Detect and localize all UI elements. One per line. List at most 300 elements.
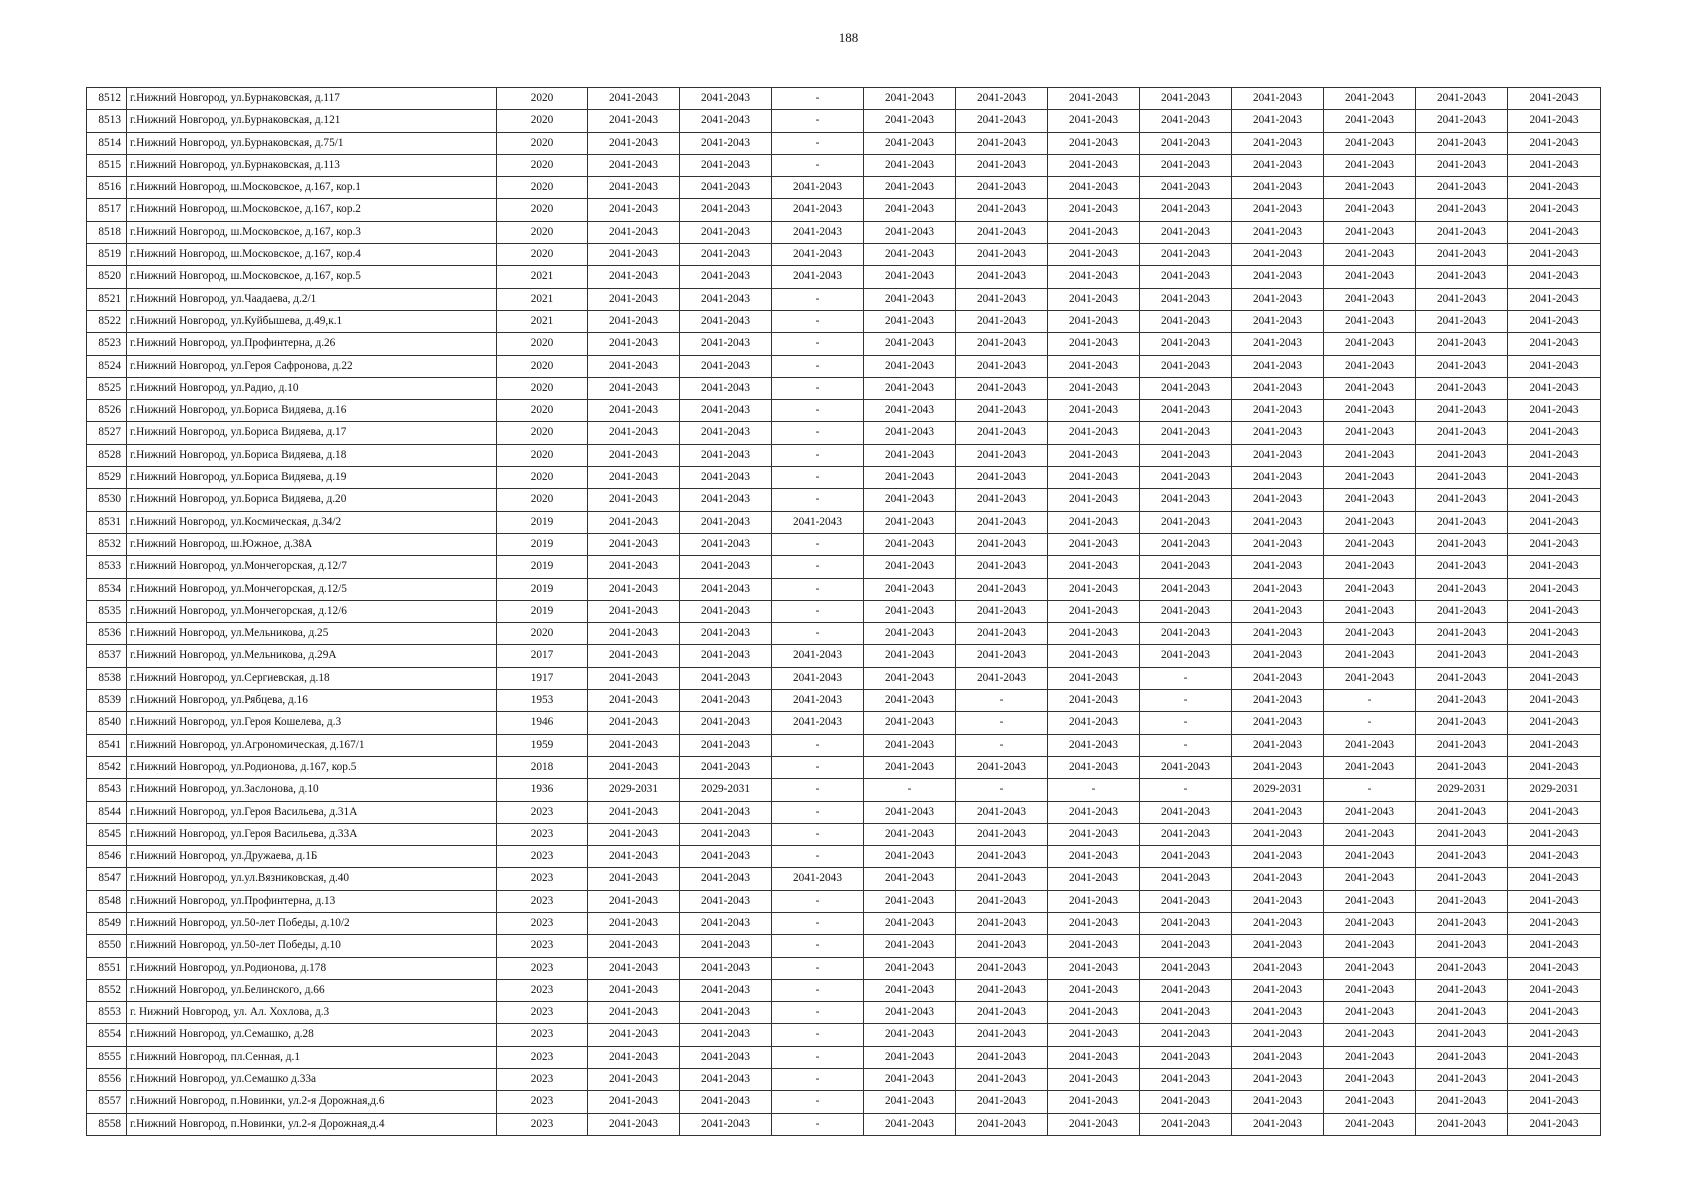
period-cell: - [1324,690,1416,712]
period-cell: 2041-2043 [1508,801,1601,823]
period-cell: 2041-2043 [1508,422,1601,444]
row-number-cell: 8558 [87,1113,127,1135]
period-cell: 2041-2043 [956,533,1048,555]
period-cell: 2041-2043 [1048,912,1140,934]
period-cell: 2041-2043 [680,935,772,957]
period-cell: 2041-2043 [772,511,864,533]
period-cell: 2041-2043 [1140,979,1232,1001]
table-row [87,779,1601,801]
period-cell: 2041-2043 [680,444,772,466]
period-cell: 2041-2043 [1140,801,1232,823]
address-cell: г.Нижний Новгород, ул.Бурнаковская, д.117 [127,88,497,110]
period-cell: 2041-2043 [588,957,680,979]
period-cell: 2041-2043 [1140,823,1232,845]
period-cell: 2041-2043 [1232,177,1324,199]
period-cell: 2041-2043 [864,623,956,645]
row-number-cell: 8553 [87,1002,127,1024]
period-cell: 2041-2043 [1048,266,1140,288]
period-cell: 2041-2043 [1508,578,1601,600]
period-cell: 2041-2043 [1232,1113,1324,1135]
period-cell: 2041-2043 [864,979,956,1001]
period-cell: 2041-2043 [1324,400,1416,422]
period-cell: 2041-2043 [956,1091,1048,1113]
address-cell: г.Нижний Новгород, п.Новинки, ул.2-я Дорожная,д.4 [127,1113,497,1135]
period-cell: 2041-2043 [680,1091,772,1113]
row-number-cell: 8548 [87,890,127,912]
period-cell: 2041-2043 [1232,467,1324,489]
period-cell: 2041-2043 [1140,935,1232,957]
table-row [87,935,1601,957]
row-number-cell: 8517 [87,199,127,221]
period-cell: 2041-2043 [1232,110,1324,132]
period-cell: 2041-2043 [864,88,956,110]
period-cell: 2041-2043 [588,511,680,533]
period-cell: 2041-2043 [1508,132,1601,154]
address-cell: г.Нижний Новгород, ул.50-лет Победы, д.10/2 [127,912,497,934]
year-cell: 2023 [497,957,588,979]
period-cell: - [772,1024,864,1046]
period-cell: 2041-2043 [1324,88,1416,110]
period-cell: 2041-2043 [1048,154,1140,176]
period-cell: 2041-2043 [588,1046,680,1068]
period-cell: - [1324,712,1416,734]
period-cell: 2041-2043 [1140,756,1232,778]
period-cell: - [772,623,864,645]
period-cell: 2041-2043 [1416,823,1508,845]
row-number-cell: 8536 [87,623,127,645]
year-cell: 1936 [497,779,588,801]
period-cell: 2041-2043 [680,199,772,221]
period-cell: 2041-2043 [956,890,1048,912]
period-cell: 2041-2043 [680,1002,772,1024]
period-cell: 2041-2043 [1048,935,1140,957]
period-cell: 2041-2043 [1324,1046,1416,1068]
address-cell: г.Нижний Новгород, п.Новинки, ул.2-я Дорожная,д.6 [127,1091,497,1113]
period-cell: 2041-2043 [1048,979,1140,1001]
address-cell: г.Нижний Новгород, ш.Московское, д.167, кор.4 [127,244,497,266]
period-cell: - [772,355,864,377]
period-cell: 2041-2043 [680,846,772,868]
period-cell: 2041-2043 [1508,1046,1601,1068]
table-row [87,690,1601,712]
period-cell: 2041-2043 [680,355,772,377]
row-number-cell: 8554 [87,1024,127,1046]
period-cell: 2041-2043 [1232,645,1324,667]
period-cell: 2041-2043 [1232,734,1324,756]
period-cell: 2041-2043 [1324,823,1416,845]
period-cell: - [772,154,864,176]
period-cell: 2041-2043 [1508,221,1601,243]
period-cell: 2041-2043 [1416,244,1508,266]
period-cell: 2041-2043 [588,489,680,511]
period-cell: 2041-2043 [1508,1091,1601,1113]
period-cell: 2041-2043 [772,177,864,199]
period-cell: 2041-2043 [1232,310,1324,332]
year-cell: 2023 [497,801,588,823]
period-cell: 2041-2043 [1324,199,1416,221]
period-cell: 2041-2043 [1140,110,1232,132]
period-cell: 2041-2043 [864,935,956,957]
period-cell: 2041-2043 [1140,400,1232,422]
period-cell: 2041-2043 [1324,266,1416,288]
address-cell: г.Нижний Новгород, ул.Профинтерна, д.26 [127,333,497,355]
period-cell: 2029-2031 [1508,779,1601,801]
period-cell: 2041-2043 [588,912,680,934]
period-cell: 2041-2043 [680,1069,772,1091]
period-cell: 2041-2043 [1232,979,1324,1001]
period-cell: 2041-2043 [1324,756,1416,778]
table-row [87,578,1601,600]
address-cell: г.Нижний Новгород, ул.Заслонова, д.10 [127,779,497,801]
period-cell: 2041-2043 [1140,1024,1232,1046]
period-cell: 2041-2043 [956,199,1048,221]
table-row [87,511,1601,533]
period-cell: 2041-2043 [864,890,956,912]
period-cell: 2041-2043 [1416,935,1508,957]
period-cell: 2041-2043 [1324,1113,1416,1135]
period-cell: 2041-2043 [1140,511,1232,533]
period-cell: 2041-2043 [1508,177,1601,199]
period-cell: - [772,600,864,622]
address-cell: г.Нижний Новгород, ул.Бориса Видяева, д.16 [127,400,497,422]
row-number-cell: 8535 [87,600,127,622]
period-cell: - [772,489,864,511]
period-cell: 2041-2043 [1416,756,1508,778]
period-cell: - [772,823,864,845]
period-cell: 2041-2043 [680,533,772,555]
period-cell: 2041-2043 [1048,734,1140,756]
period-cell: 2041-2043 [864,444,956,466]
period-cell: 2041-2043 [588,1002,680,1024]
period-cell: 2041-2043 [956,422,1048,444]
period-cell: 2041-2043 [1324,110,1416,132]
period-cell: 2041-2043 [1140,846,1232,868]
period-cell: 2041-2043 [864,467,956,489]
period-cell: 2041-2043 [1324,1069,1416,1091]
table-row [87,1002,1601,1024]
period-cell: 2041-2043 [1324,177,1416,199]
row-number-cell: 8516 [87,177,127,199]
period-cell: 2041-2043 [1232,846,1324,868]
period-cell: 2041-2043 [588,244,680,266]
period-cell: 2041-2043 [1324,355,1416,377]
period-cell: 2041-2043 [1140,266,1232,288]
period-cell: 2041-2043 [956,756,1048,778]
row-number-cell: 8555 [87,1046,127,1068]
period-cell: 2041-2043 [1140,177,1232,199]
period-cell: 2041-2043 [1232,1069,1324,1091]
table-row [87,422,1601,444]
period-cell: 2041-2043 [1232,422,1324,444]
period-cell: 2041-2043 [1508,88,1601,110]
period-cell: 2041-2043 [1508,288,1601,310]
address-cell: г.Нижний Новгород, ул.Бориса Видяева, д.17 [127,422,497,444]
period-cell: 2041-2043 [1508,957,1601,979]
period-cell: - [772,1002,864,1024]
period-cell: 2041-2043 [956,667,1048,689]
period-cell: - [772,912,864,934]
period-cell: 2041-2043 [680,266,772,288]
period-cell: 2041-2043 [1232,890,1324,912]
period-cell: 2041-2043 [1232,355,1324,377]
period-cell: 2041-2043 [956,979,1048,1001]
table-row [87,667,1601,689]
period-cell: 2041-2043 [1048,600,1140,622]
period-cell: 2041-2043 [680,288,772,310]
table-row [87,377,1601,399]
address-cell: г.Нижний Новгород, ул.Героя Кошелева, д.3 [127,712,497,734]
period-cell: 2041-2043 [1324,890,1416,912]
period-cell: 2041-2043 [588,690,680,712]
period-cell: 2041-2043 [1048,957,1140,979]
period-cell: 2041-2043 [588,266,680,288]
period-cell: 2041-2043 [1416,333,1508,355]
period-cell: 2041-2043 [864,377,956,399]
year-cell: 2021 [497,266,588,288]
row-number-cell: 8515 [87,154,127,176]
period-cell: 2041-2043 [1048,244,1140,266]
address-cell: г.Нижний Новгород, ул.Мельникова, д.29А [127,645,497,667]
period-cell: 2041-2043 [1048,1091,1140,1113]
table-row [87,199,1601,221]
table-row [87,979,1601,1001]
period-cell: 2041-2043 [588,221,680,243]
period-cell: 2041-2043 [1324,600,1416,622]
period-cell: 2041-2043 [1048,310,1140,332]
period-cell: 2041-2043 [956,912,1048,934]
period-cell: 2041-2043 [1232,1024,1324,1046]
period-cell: 2029-2031 [588,779,680,801]
period-cell: 2041-2043 [956,1002,1048,1024]
period-cell: 2041-2043 [1416,734,1508,756]
year-cell: 2020 [497,467,588,489]
period-cell: 2041-2043 [772,645,864,667]
row-number-cell: 8541 [87,734,127,756]
period-cell: 2041-2043 [1508,533,1601,555]
period-cell: 2041-2043 [1508,355,1601,377]
period-cell: 2041-2043 [1508,244,1601,266]
period-cell: 2041-2043 [1508,333,1601,355]
period-cell: 2041-2043 [772,199,864,221]
period-cell: 2029-2031 [1232,779,1324,801]
period-cell: 2041-2043 [588,199,680,221]
year-cell: 2023 [497,846,588,868]
row-number-cell: 8524 [87,355,127,377]
period-cell: 2041-2043 [864,310,956,332]
period-cell: 2041-2043 [1416,177,1508,199]
period-cell: - [772,444,864,466]
period-cell: - [1140,734,1232,756]
period-cell: - [772,422,864,444]
period-cell: 2041-2043 [1508,912,1601,934]
period-cell: 2041-2043 [1232,935,1324,957]
address-cell: г.Нижний Новгород, ш.Московское, д.167, кор.1 [127,177,497,199]
period-cell: 2041-2043 [1140,1091,1232,1113]
period-cell: 2041-2043 [864,333,956,355]
period-cell: 2041-2043 [956,355,1048,377]
period-cell: 2041-2043 [588,1069,680,1091]
period-cell: 2041-2043 [1324,935,1416,957]
period-cell: 2041-2043 [1324,154,1416,176]
table-row [87,1113,1601,1135]
period-cell: 2041-2043 [1324,868,1416,890]
period-cell: 2041-2043 [956,1024,1048,1046]
row-number-cell: 8545 [87,823,127,845]
period-cell: 2041-2043 [1140,221,1232,243]
row-number-cell: 8549 [87,912,127,934]
period-cell: 2041-2043 [1140,288,1232,310]
period-cell: 2041-2043 [956,600,1048,622]
period-cell: 2041-2043 [680,667,772,689]
period-cell: 2041-2043 [1232,823,1324,845]
table-row [87,734,1601,756]
period-cell: 2041-2043 [588,823,680,845]
period-cell: 2041-2043 [1140,422,1232,444]
period-cell: 2041-2043 [956,333,1048,355]
period-cell: 2041-2043 [1232,1091,1324,1113]
period-cell: 2041-2043 [1416,266,1508,288]
period-cell: 2041-2043 [588,310,680,332]
table-row [87,400,1601,422]
row-number-cell: 8521 [87,288,127,310]
period-cell: 2041-2043 [1140,1002,1232,1024]
period-cell: 2041-2043 [1508,556,1601,578]
period-cell: 2041-2043 [956,823,1048,845]
period-cell: 2041-2043 [864,199,956,221]
period-cell: - [1140,690,1232,712]
row-number-cell: 8533 [87,556,127,578]
period-cell: 2041-2043 [1232,1002,1324,1024]
period-cell: 2041-2043 [588,935,680,957]
period-cell: 2041-2043 [680,154,772,176]
address-cell: г.Нижний Новгород, ул.Родионова, д.167, кор.5 [127,756,497,778]
address-cell: г.Нижний Новгород, ул.Чаадаева, д.2/1 [127,288,497,310]
period-cell: - [956,779,1048,801]
period-cell: - [772,846,864,868]
period-cell: 2041-2043 [1232,600,1324,622]
period-cell: 2041-2043 [956,467,1048,489]
address-cell: г.Нижний Новгород, ул.Бурнаковская, д.113 [127,154,497,176]
period-cell: 2041-2043 [680,712,772,734]
period-cell: 2041-2043 [1048,1002,1140,1024]
period-cell: 2041-2043 [1416,132,1508,154]
period-cell: 2041-2043 [1048,467,1140,489]
year-cell: 2020 [497,110,588,132]
year-cell: 2023 [497,1069,588,1091]
period-cell: 2041-2043 [1324,1024,1416,1046]
period-cell: 2041-2043 [1324,979,1416,1001]
table-row [87,846,1601,868]
row-number-cell: 8540 [87,712,127,734]
period-cell: 2041-2043 [1508,846,1601,868]
address-cell: г.Нижний Новгород, ул.Семашко, д.28 [127,1024,497,1046]
table-row [87,266,1601,288]
period-cell: 2029-2031 [1416,779,1508,801]
period-cell: 2041-2043 [680,690,772,712]
year-cell: 2023 [497,890,588,912]
period-cell: 2041-2043 [1048,444,1140,466]
period-cell: 2041-2043 [1048,132,1140,154]
year-cell: 2020 [497,422,588,444]
period-cell: 2041-2043 [1324,957,1416,979]
address-cell: г.Нижний Новгород, ул.Бориса Видяева, д.18 [127,444,497,466]
period-cell: 2041-2043 [1416,690,1508,712]
period-cell: 2041-2043 [1416,467,1508,489]
period-cell: 2041-2043 [1324,333,1416,355]
address-cell: г.Нижний Новгород, пл.Сенная, д.1 [127,1046,497,1068]
period-cell: 2041-2043 [1048,690,1140,712]
period-cell: 2041-2043 [864,957,956,979]
period-cell: 2041-2043 [588,645,680,667]
page-number: 188 [838,30,859,45]
period-cell: 2041-2043 [588,333,680,355]
year-cell: 2019 [497,511,588,533]
row-number-cell: 8556 [87,1069,127,1091]
address-cell: г.Нижний Новгород, ул.Родионова, д.178 [127,957,497,979]
period-cell: 2041-2043 [680,110,772,132]
period-cell: 2041-2043 [1140,467,1232,489]
table-row [87,801,1601,823]
table-row [87,288,1601,310]
period-cell: 2041-2043 [1232,489,1324,511]
period-cell: - [772,779,864,801]
period-cell: 2041-2043 [1140,333,1232,355]
table-row [87,645,1601,667]
period-cell: 2041-2043 [1324,578,1416,600]
period-cell: 2041-2043 [1048,1024,1140,1046]
period-cell: - [772,1069,864,1091]
period-cell: 2041-2043 [1048,890,1140,912]
table-row [87,600,1601,622]
period-cell: 2041-2043 [680,756,772,778]
period-cell: 2041-2043 [588,422,680,444]
period-cell: - [772,756,864,778]
period-cell: 2041-2043 [588,667,680,689]
period-cell: 2041-2043 [1232,132,1324,154]
period-cell: 2041-2043 [588,154,680,176]
period-cell: 2041-2043 [1508,890,1601,912]
address-cell: г.Нижний Новгород, ул.Рябцева, д.16 [127,690,497,712]
period-cell: 2041-2043 [1232,221,1324,243]
period-cell: 2041-2043 [1232,288,1324,310]
period-cell: 2041-2043 [1416,400,1508,422]
period-cell: 2041-2043 [680,467,772,489]
table-row [87,756,1601,778]
period-cell: 2041-2043 [1416,1069,1508,1091]
address-cell: г.Нижний Новгород, ул.Героя Васильева, д.31А [127,801,497,823]
row-number-cell: 8532 [87,533,127,555]
row-number-cell: 8546 [87,846,127,868]
period-cell: 2041-2043 [956,244,1048,266]
period-cell: - [772,556,864,578]
period-cell: 2041-2043 [1416,511,1508,533]
period-cell: 2041-2043 [956,132,1048,154]
period-cell: 2041-2043 [772,868,864,890]
table-row [87,1024,1601,1046]
period-cell: - [772,890,864,912]
period-cell: 2041-2043 [1140,578,1232,600]
period-cell: 2041-2043 [956,400,1048,422]
period-cell: 2041-2043 [588,1024,680,1046]
address-cell: г.Нижний Новгород, ул.Мончегорская, д.12/5 [127,578,497,600]
period-cell: 2041-2043 [1416,288,1508,310]
period-cell: 2041-2043 [864,221,956,243]
period-cell: 2041-2043 [772,266,864,288]
year-cell: 2023 [497,912,588,934]
period-cell: 2041-2043 [772,244,864,266]
address-cell: г.Нижний Новгород, ул.Мельникова, д.25 [127,623,497,645]
row-number-cell: 8522 [87,310,127,332]
